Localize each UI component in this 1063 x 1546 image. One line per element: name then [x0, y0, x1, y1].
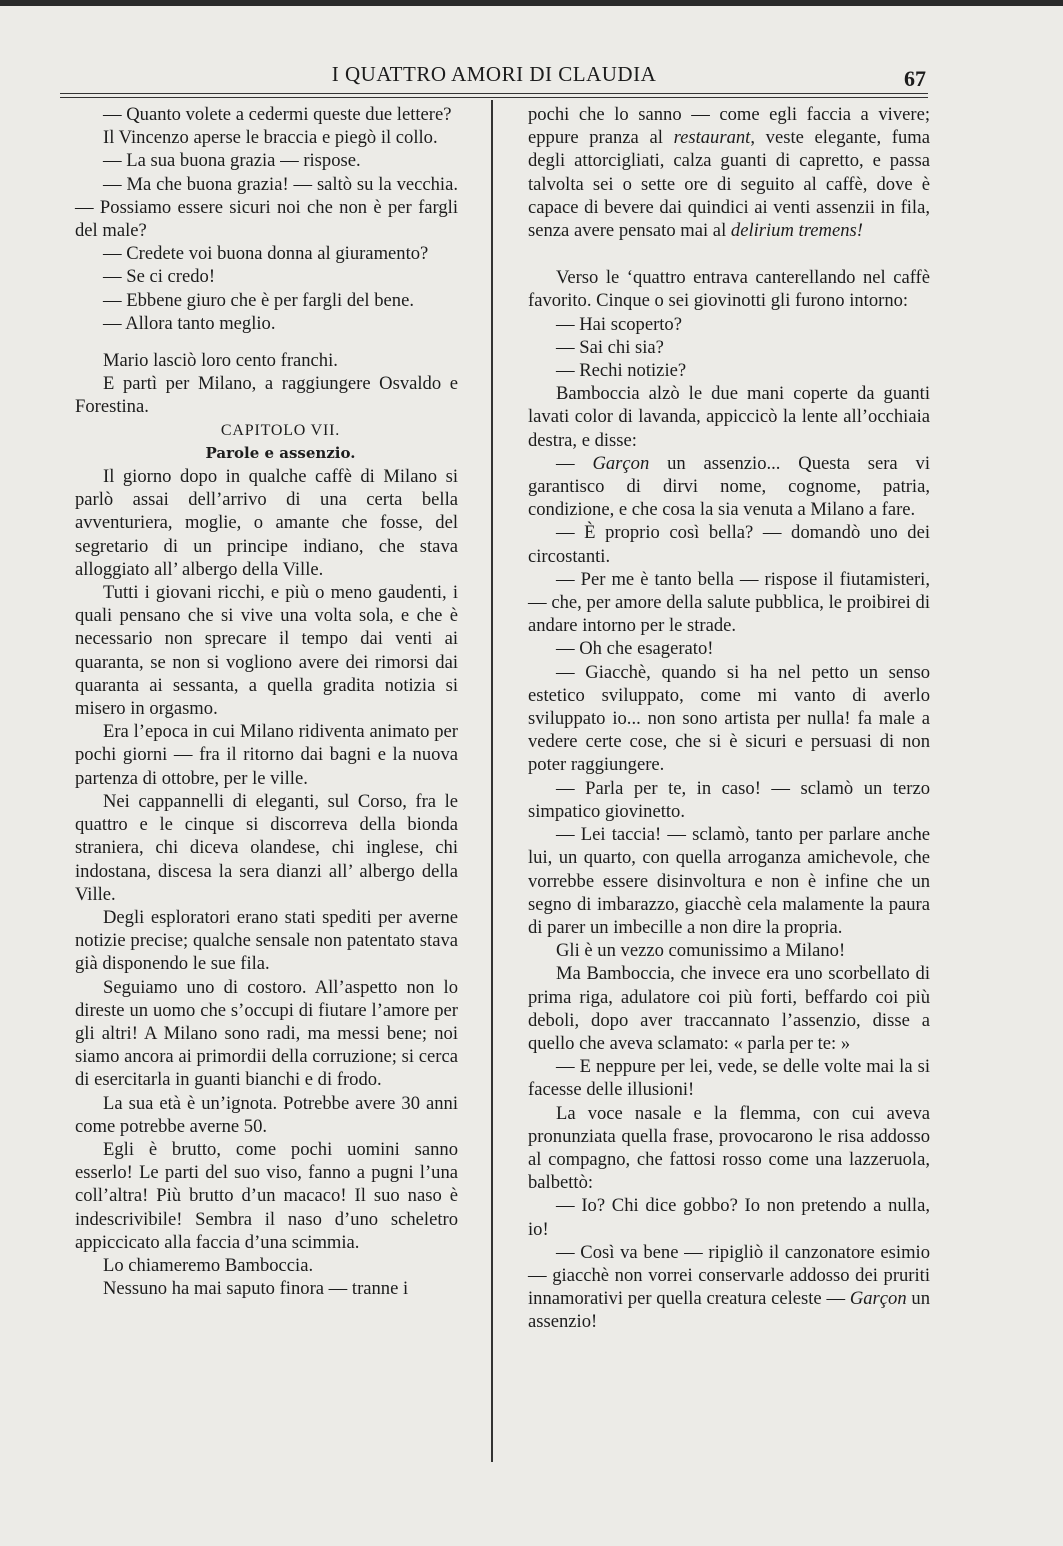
- paragraph: Ma Bamboccia, che invece era uno scorbellato di prima riga, adulatore coi più forti, beffardo coi più deboli, dopo aver traccannato l’assenzio, disse a quello che aveva sclamato: « parla per te: »: [528, 963, 930, 1054]
- chapter-heading: CAPITOLO VII.: [220, 421, 341, 439]
- paragraph: Il giorno dopo in qualche caffè di Milano si parlò assai dell’arrivo di una certa bella avventuriera, moglie, o amante che fosse, del segretario di un principe indiano, che stava alloggiato all’ albergo della Ville.: [75, 466, 458, 580]
- paragraph: Lo chiameremo Bamboccia.: [103, 1254, 314, 1276]
- header-rule: [60, 93, 928, 98]
- paragraph: La sua età è un’ignota. Potrebbe avere 30 anni come potrebbe averne 50.: [75, 1092, 458, 1137]
- paragraph: [528, 1241, 930, 1334]
- paragraph: Gli è un vezzo comunissimo a Milano!: [556, 940, 846, 962]
- italic-run: Garçon: [849, 1288, 907, 1310]
- text-run: pochi che lo sanno — come egli faccia a vivere; eppure pranza al: [528, 104, 930, 149]
- paragraph: Egli è brutto, come pochi uomini sanno esserlo! Le parti del suo viso, fanno a pugni l’una coll’altra! Più brutto d’un macaco! Il suo naso è indescrivibile! Sembra il naso d’uno scheletro appiccicato alla faccia d’una scimmia.: [75, 1138, 458, 1253]
- paragraph: — Credete voi buona donna al giuramento?: [103, 243, 429, 265]
- page-header: [60, 60, 928, 96]
- paragraph: — Rechi notizie?: [556, 360, 687, 382]
- italic-run: Garçon: [592, 452, 650, 474]
- paragraph: E partì per Milano, a raggiungere Osvaldo e Forestina.: [75, 373, 458, 418]
- paragraph: Verso le ‘quattro entrava canterellando nel caffè favorito. Cinque o sei giovinotti gli furono intorno:: [528, 267, 930, 312]
- paragraph: — Giacchè, quando si ha nel petto un senso estetico sviluppato, come mi vanto di averlo sviluppato io... non sono artista per nulla! fa male a vedere certe cose, che si è sicuri e persuasi di non poter raggiungere.: [528, 661, 930, 776]
- italic-run: delirium tremens!: [730, 220, 863, 242]
- text-run: — Così va bene — ripigliò il canzonatore esimio — giacchè non vorrei conservarle addosso dei pruriti innamorativi per quella creatura celeste —: [528, 1241, 930, 1310]
- paragraph: Degli esploratori erano stati spediti per averne notizie precise; qualche sensale non patentato stava già disponendo le sue fila.: [75, 906, 458, 975]
- running-title: I QUATTRO AMORI DI CLAUDIA: [331, 62, 657, 86]
- paragraph: [528, 452, 930, 522]
- continuation-paragraph: [528, 103, 930, 242]
- paragraph: Bamboccia alzò le due mani coperte da guanti lavati color di lavanda, appiccicò la lente all’occhiaia destra, e disse:: [528, 383, 930, 451]
- paragraph: — Parla per te, in caso! — sclamò un terzo simpatico giovinetto.: [528, 777, 930, 822]
- column-divider: [491, 100, 493, 1462]
- text-run: —: [556, 452, 593, 474]
- paragraph: — E neppure per lei, vede, se delle volte mai la si facesse delle illusioni!: [528, 1056, 930, 1101]
- text-run: , veste elegante, fuma degli attorcigliati, calza guanti di capretto, e passa talvolta sei o sette ore di seguito al caffè, dove è capace di bevere dai quindici ai venti assenzii in fila, senza avere pensato mai al: [528, 127, 931, 242]
- italic-run: restaurant: [673, 127, 751, 149]
- paragraph: — È proprio così bella? — domandò uno dei circostanti.: [528, 522, 930, 567]
- page-number: 67: [904, 66, 926, 91]
- paragraph: Nessuno ha mai saputo finora — tranne i: [103, 1278, 409, 1300]
- paragraph: Era l’epoca in cui Milano ridiventa animato per pochi giorni — fra il ritorno dai bagni e la nuova partenza di ottobre, per le ville.: [75, 721, 458, 789]
- paragraph: Il Vincenzo aperse le braccia e piegò il collo.: [103, 127, 438, 149]
- text-run: un assenzio!: [528, 1288, 931, 1333]
- text-run: un assenzio... Questa sera vi garantisco di dirvi nome, cognome, patria, condizione, e che cosa la sia venuta a Milano a fare.: [528, 452, 930, 521]
- paragraph: — Per me è tanto bella — rispose il fiutamisteri, — che, per amore della salute pubblica, le proibirei di andare intorno per le strade.: [528, 568, 930, 637]
- right-column: [528, 103, 930, 1334]
- paragraph: — Io? Chi dice gobbo? Io non pretendo a nulla, io!: [528, 1195, 930, 1240]
- paragraph: Mario lasciò loro cento franchi.: [103, 350, 338, 372]
- chapter-title: Parole e assenzio.: [205, 443, 356, 462]
- paragraph: — La sua buona grazia — rispose.: [103, 150, 361, 172]
- paragraph: La voce nasale e la flemma, con cui aveva pronunziata quella frase, provocarono le risa addosso al compagno, che fattosi rosso come una lazzeruola, balbettò:: [528, 1102, 930, 1194]
- paragraph: — Quanto volete a cedermi queste due lettere?: [103, 104, 452, 125]
- paragraph: — Hai scoperto?: [556, 313, 682, 335]
- paragraph: — Ma che buona grazia! — saltò su la vecchia. — Possiamo essere sicuri noi che non è per fargli del male?: [75, 173, 458, 242]
- paragraph: Nei cappannelli di eleganti, sul Corso, fra le quattro e le cinque si discorreva della bionda straniera, chi diceva olandese, chi inglese, chi indostana, discesa la sera dianzi all’ albergo della Ville.: [75, 790, 458, 905]
- paragraph: — Ebbene giuro che è per fargli del bene.: [103, 289, 414, 311]
- paragraph: — Lei taccia! — sclamò, tanto per parlare anche lui, un quarto, con quella arroganza amichevole, che vorrebbe essere disinvoltura e non è infine che un segno di imbarazzo, giacchè cela malamente la paura di parer un imbecille a non dire la propria.: [528, 824, 930, 938]
- paragraph: — Se ci credo!: [103, 266, 216, 288]
- paragraph: Tutti i giovani ricchi, e più o meno gaudenti, i quali pensano che si vive una volta sola, e che è necessario non sprecare il tempo dai venti ai quaranta, se non si vogliono avere dei rimorsi dai quaranta ai sessanta, a quella gradita notizia si misero in orgasmo.: [75, 582, 458, 720]
- paragraph: — Sai chi sia?: [556, 336, 664, 358]
- paragraph: Seguiamo uno di costoro. All’aspetto non lo direste un uomo che s’occupi di fiutare l’amore per gli altri! A Milano sono radi, ma messi bene; noi siamo ancora ai primordii della corruzione; si cerca di esercitarla in guanti bianchi e di frodo.: [75, 976, 458, 1091]
- paragraph: — Oh che esagerato!: [556, 638, 714, 660]
- scan-top-edge: [0, 0, 1063, 6]
- left-column: [75, 103, 458, 1300]
- paragraph: — Allora tanto meglio.: [103, 312, 276, 334]
